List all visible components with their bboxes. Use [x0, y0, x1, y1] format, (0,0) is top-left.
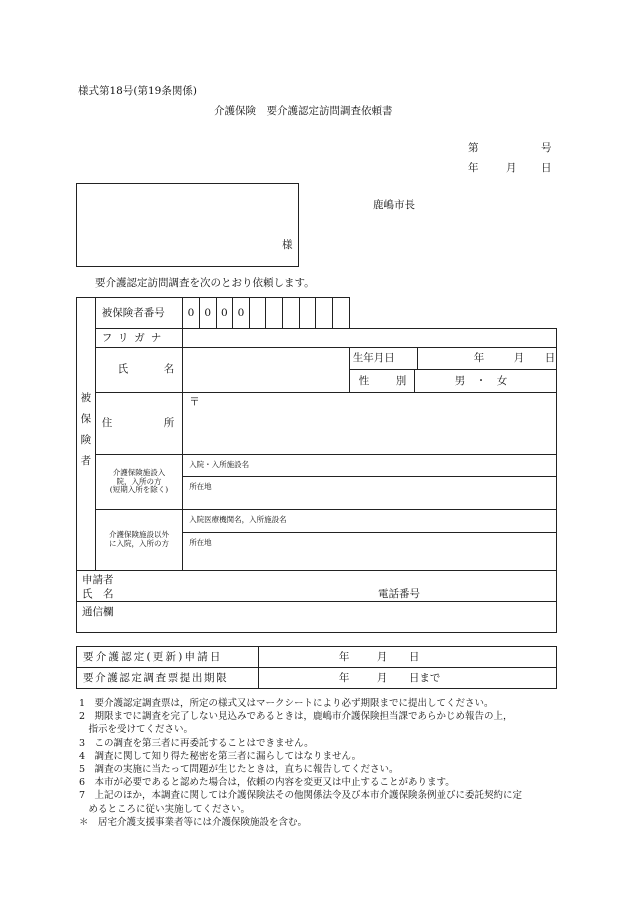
note-item: 2 期限までに調査を完了しない見込みであるときは，鹿嶋市介護保険担当課であらかじめ報告の上，	[79, 711, 513, 723]
furigana-label: フリガナ	[95, 329, 182, 348]
birth-date-field[interactable]: 年 月 日	[473, 352, 556, 364]
facility-location-field[interactable]: 所在地	[183, 477, 557, 510]
date-year: 年	[468, 162, 479, 174]
address-field[interactable]: 〒	[183, 393, 557, 455]
apply-date-field[interactable]: 年 月 日	[258, 647, 556, 668]
insured-number-digit[interactable]	[283, 298, 300, 329]
doc-number-go: 号	[541, 142, 552, 154]
other-facility-location-field[interactable]: 所在地	[189, 538, 212, 547]
document-title: 介護保険 要介護認定訪問調査依頼書	[214, 105, 393, 117]
facility-name-field[interactable]: 入院・入所施設名	[183, 455, 557, 477]
insured-number-digit[interactable]	[316, 298, 333, 329]
date-month: 月	[506, 162, 517, 174]
insured-number-digit[interactable]: 0	[199, 298, 216, 329]
dates-table	[76, 646, 557, 689]
facility-label: 介護保険施設入 院，入所の方 (短期入所を除く)	[95, 455, 182, 510]
note-item: 指示を受けてください。	[79, 724, 194, 736]
note-item: 5 調査の実施に当たって問題が生じたときは，直ちに報告してください。	[79, 764, 399, 776]
name-label: 氏 名	[95, 348, 182, 393]
note-item: 7 上記のほか，本調査に関しては介護保険法その他関係法令及び本市介護保険条例並びに委託契約に定	[79, 790, 523, 802]
note-item: 6 本市が必要であると認めた場合は，依頼の内容を変更又は中止することがあります。	[79, 777, 455, 789]
sender-name: 鹿嶋市長	[373, 199, 415, 211]
form-number: 様式第18号(第19条関係)	[78, 85, 197, 97]
note-item: ＊ 居宅介護支援事業者等には介護保険施設を含む。	[79, 816, 308, 828]
notes-list	[79, 697, 609, 829]
doc-number-dai: 第	[468, 142, 479, 154]
deadline-field[interactable]: 年 月 日まで	[258, 668, 556, 689]
insured-number-digit[interactable]	[333, 298, 350, 329]
phone-label: 電話番号	[378, 588, 420, 600]
note-item: 1 要介護認定調査票は，所定の様式又はマークシートにより必ず期限までに提出してください。	[79, 698, 494, 709]
apply-date-label: 要介護認定(更新)申請日	[77, 647, 259, 668]
other-facility-label: 介護保険施設以外 に入院，入所の方	[95, 510, 182, 571]
insured-number-label: 被保険者番号	[95, 298, 182, 329]
other-facility-name-field[interactable]: 入院医療機関名，入所施設名	[183, 510, 556, 533]
addressee-box[interactable]	[76, 183, 299, 267]
address-label: 住 所	[95, 393, 182, 455]
deadline-label: 要介護認定調査票提出期限	[77, 668, 259, 689]
insured-number-digit[interactable]: 0	[216, 298, 233, 329]
note-item: めるところに従い実施してください。	[79, 803, 251, 815]
name-field[interactable]	[183, 348, 350, 393]
insured-number-digit[interactable]	[266, 298, 283, 329]
insured-group-label: 被 保 険 者	[77, 298, 96, 571]
insured-number-digit[interactable]: 0	[233, 298, 250, 329]
insured-number-digit[interactable]: 0	[183, 298, 200, 329]
addressee-sama: 様	[282, 239, 293, 251]
insured-table	[76, 297, 557, 633]
date-day: 日	[541, 162, 552, 174]
applicant-name-label: 氏 名	[82, 588, 114, 600]
insured-number-digit[interactable]	[299, 298, 316, 329]
intro-text: 要介護認定訪問調査を次のとおり依頼します。	[95, 277, 315, 289]
applicant-field[interactable]	[77, 571, 557, 602]
sex-field[interactable]: 男 ・ 女	[454, 375, 508, 387]
insured-number-digit[interactable]	[249, 298, 266, 329]
note-item: 3 この調査を第三者に再委託することはできません。	[79, 737, 314, 749]
note-item: 4 調査に関して知り得た秘密を第三者に漏らしてはなりません。	[79, 750, 362, 762]
memo-field[interactable]: 通信欄	[77, 602, 557, 633]
birth-date-label: 生年月日	[350, 348, 418, 369]
furigana-field[interactable]	[183, 329, 557, 348]
sex-label: 性 別	[350, 370, 415, 392]
applicant-label: 申請者	[82, 574, 114, 586]
